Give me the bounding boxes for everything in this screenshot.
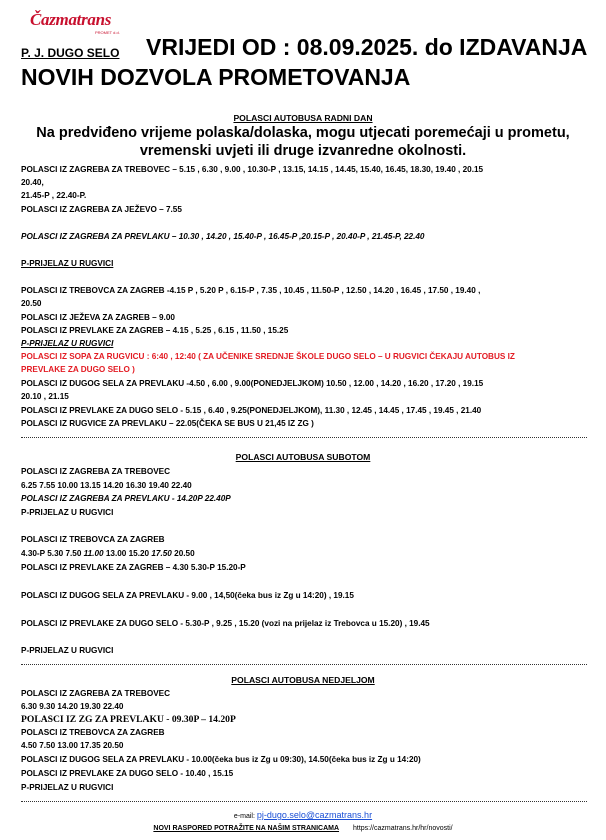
section-divider [21, 801, 587, 802]
sunday-heading: POLASCI AUTOBUSA NEDJELJOM [231, 675, 375, 685]
sunday-line: POLASCI IZ ZAGREBA ZA TREBOVEC [21, 689, 171, 698]
footer-web [0, 825, 606, 832]
saturday-time: 4.30-P 5.30 7.50 [21, 549, 84, 558]
saturday-transfer-note: P-PRIJELAZ U RUGVICI [21, 646, 114, 655]
section-divider [21, 664, 587, 665]
saturday-time: 17.50 [151, 549, 172, 558]
weekday-students-line: POLASCI IZ SOPA ZA RUGVICU : 6:40 , 12:40 ( ZA UČENIKE SREDNJE ŠKOLE DUGO SELO – U RUGVICI ČEKAJU AUTOBUS IZ [21, 352, 515, 361]
weekday-transfer-note: P-PRIJELAZ U RUGVICI [21, 339, 114, 348]
saturday-line: POLASCI IZ ZAGREBA ZA PREVLAKU - 14.20P 22.40P [21, 494, 231, 503]
saturday-time: 11.00 [83, 549, 104, 558]
weekday-line: POLASCI IZ ZAGREBA ZA PREVLAKU – 10.30 , 14.20 , 15.40-P , 16.45-P ,20.15-P , 20.40-P , 21.45-P, 22.40 [21, 232, 425, 241]
saturday-line: POLASCI IZ ZAGREBA ZA TREBOVEC [21, 467, 171, 476]
email-link[interactable]: pj-dugo.selo@cazmatrans.hr [256, 810, 373, 820]
sunday-line: 6.30 9.30 14.20 19.30 22.40 [21, 702, 124, 711]
weekday-line: 20.50 [21, 299, 42, 308]
saturday-heading: POLASCI AUTOBUSA SUBOTOM [235, 452, 371, 462]
disruption-notice-line2: vremenski uvjeti ili druge izvanredne okolnosti. [139, 143, 467, 159]
weekday-students-line: PREVLAKE ZA DUGO SELO ) [21, 365, 135, 374]
weekday-line: POLASCI IZ PREVLAKE ZA DUGO SELO - 5.15 , 6.40 , 9.25(PONEDJELJKOM), 11.30 , 12.45 , 14.45 , 17.45 , 19.45 , 21.40 [21, 406, 482, 415]
weekday-line: POLASCI IZ PREVLAKE ZA ZAGREB – 4.15 , 5.25 , 6.15 , 11.50 , 15.25 [21, 326, 289, 335]
company-logo: Čazmatrans [30, 10, 112, 29]
weekday-line: 21.45-P , 22.40-P. [21, 191, 87, 200]
footer-email [0, 810, 606, 820]
weekday-line: 20.10 , 21.15 [21, 392, 69, 401]
sunday-line: POLASCI IZ PREVLAKE ZA DUGO SELO - 10.40 , 15.15 [21, 769, 234, 778]
sunday-line: POLASCI IZ DUGOG SELA ZA PREVLAKU - 10.00(čeka bus iz Zg u 09:30), 14.50(čeka bus iz Zg u 14:20) [21, 755, 421, 764]
sunday-line: 4.50 7.50 13.00 17.35 20.50 [21, 741, 124, 750]
saturday-time: 13.00 15.20 [103, 549, 152, 558]
email-label: e-mail: [233, 813, 257, 820]
weekday-line: POLASCI IZ RUGVICE ZA PREVLAKU – 22.05(ČEKA SE BUS U 21,45 IZ ZG ) [21, 419, 314, 428]
weekday-transfer-note: P-PRIJELAZ U RUGVICI [21, 259, 114, 268]
saturday-transfer-note: P-PRIJELAZ U RUGVICI [21, 508, 114, 517]
sunday-line: POLASCI IZ TREBOVCA ZA ZAGREB [21, 728, 165, 737]
weekday-line: POLASCI IZ DUGOG SELA ZA PREVLAKU -4.50 , 6.00 , 9.00(PONEDJELJKOM) 10.50 , 12.00 , 14.20 , 16.20 , 17.20 , 19.15 [21, 379, 484, 388]
sunday-transfer-note: P-PRIJELAZ U RUGVICI [21, 783, 114, 792]
disruption-notice-line1: Na predviđeno vrijeme polaska/dolaska, mogu utjecati poremećaji u prometu, [36, 125, 570, 141]
saturday-line: POLASCI IZ TREBOVCA ZA ZAGREB [21, 535, 165, 544]
saturday-time: 20.50 [171, 549, 195, 558]
weekday-heading: POLASCI AUTOBUSA RADNI DAN [233, 113, 373, 123]
validity-title-line1: VRIJEDI OD : 08.09.2025. do IZDAVANJA [146, 34, 588, 60]
saturday-line: POLASCI IZ PREVLAKE ZA DUGO SELO - 5.30-P , 9.25 , 15.20 (vozi na prijelaz iz Trebovca u 15.20) , 19.45 [21, 619, 430, 628]
weekday-line: POLASCI IZ JEŽEVA ZA ZAGREB – 9.00 [21, 313, 175, 322]
saturday-line: POLASCI IZ PREVLAKE ZA ZAGREB – 4.30 5.30-P 15.20-P [21, 563, 246, 572]
weekday-line: POLASCI IZ ZAGREBA ZA TREBOVEC – 5.15 , 6.30 , 9.00 , 10.30-P , 13.15, 14.15 , 14.45, 15.40, 16.45, 18.30, 19.40 , 20.15 [21, 165, 484, 174]
weekday-line: POLASCI IZ ZAGREBA ZA JEŽEVO – 7.55 [21, 205, 182, 214]
saturday-line: 6.25 7.55 10.00 13.15 14.20 16.30 19.40 22.40 [21, 481, 192, 490]
web-link[interactable]: https://cazmatrans.hr/hr/novosti/ [352, 825, 453, 832]
section-divider [21, 437, 587, 438]
saturday-times-line [21, 549, 195, 558]
sunday-line: POLASCI IZ ZG ZA PREVLAKU - 09.30P – 14.20P [21, 714, 236, 725]
web-label: NOVI RASPORED POTRAŽITE NA NAŠIM STRANICAMA [153, 825, 340, 832]
company-logo-subtitle: PROMET d.d. [95, 30, 120, 35]
weekday-line: POLASCI IZ TREBOVCA ZA ZAGREB -4.15 P , 5.20 P , 6.15-P , 7.35 , 10.45 , 11.50-P , 12.50 , 14.20 , 16.45 , 17.50 , 19.40 , [21, 286, 481, 295]
business-unit: P. J. DUGO SELO [21, 46, 120, 60]
validity-title-line2: NOVIH DOZVOLA PROMETOVANJA [21, 64, 411, 90]
weekday-line: 20.40, [21, 178, 44, 187]
saturday-line: POLASCI IZ DUGOG SELA ZA PREVLAKU - 9.00 , 14,50(čeka bus iz Zg u 14:20) , 19.15 [21, 591, 354, 600]
